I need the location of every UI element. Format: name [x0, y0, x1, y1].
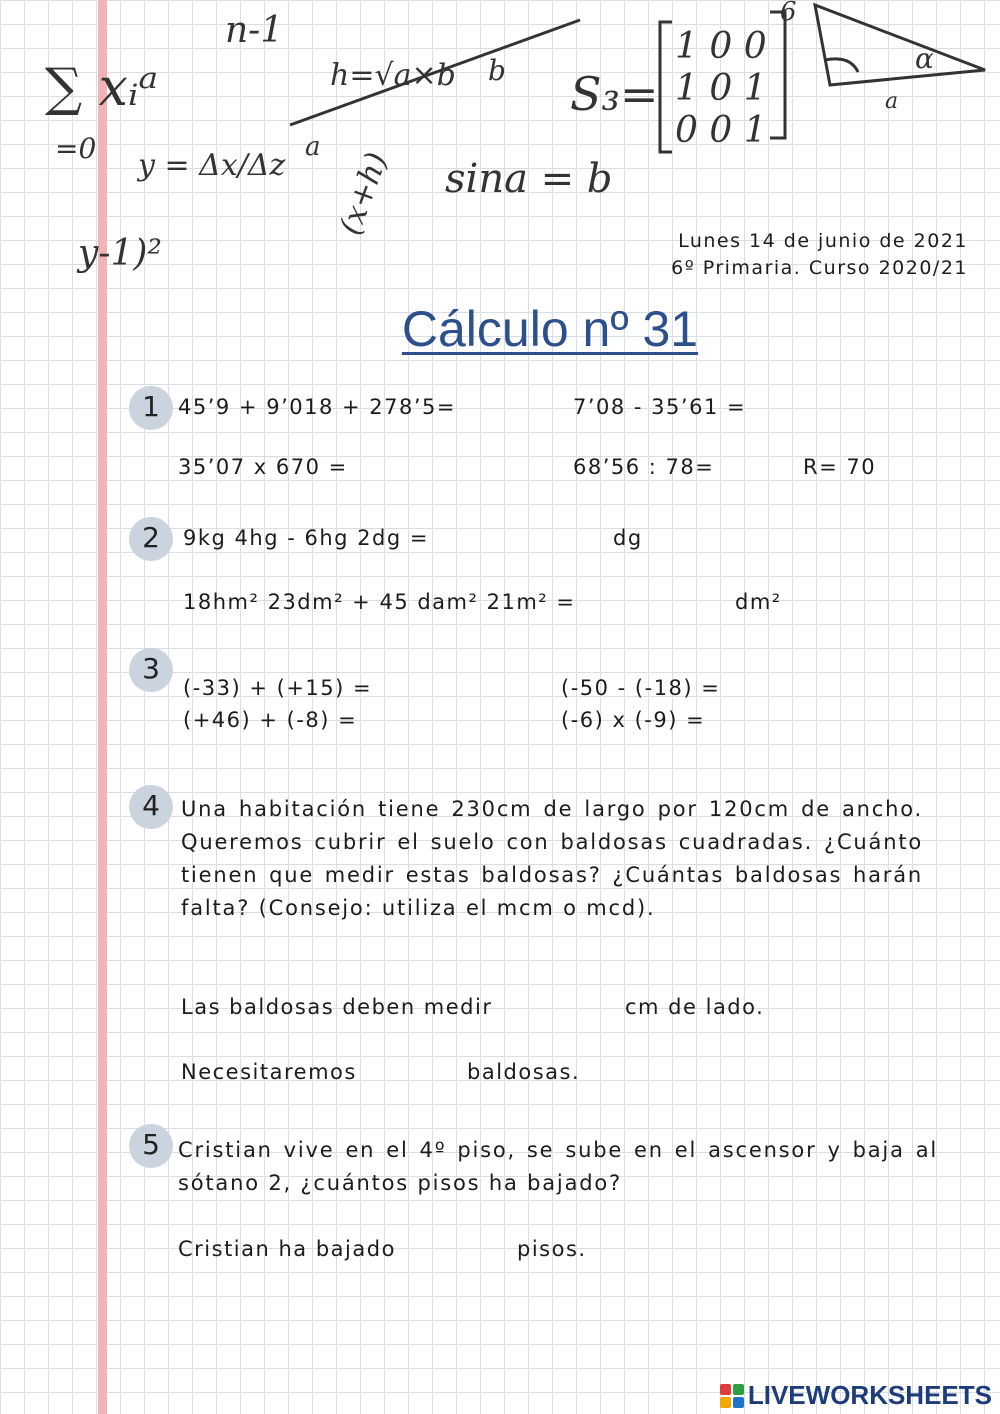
course-line: 6º Primaria. Curso 2020/21 — [671, 257, 968, 279]
exercise-3-b: (-50 - (-18) = — [561, 676, 721, 700]
doodle-x-plus-h: (x+h) — [332, 147, 395, 240]
exercise-1-a: 45’9 + 9’018 + 278’5= — [178, 395, 456, 419]
exercise-3-d: (-6) x (-9) = — [561, 708, 706, 732]
doodle-a2: a — [885, 89, 899, 114]
doodle-sum: ∑ xᵢᵃ — [45, 58, 158, 118]
exercise-2-b-unit: dm² — [735, 590, 782, 614]
exercise-1-c: 35’07 x 670 = — [178, 455, 348, 479]
exercise-2-number: 2 — [129, 517, 173, 561]
doodle-matrix-bracket-right — [770, 12, 785, 138]
exercise-5-number: 5 — [129, 1124, 173, 1168]
exercise-2-a-unit: dg — [613, 526, 643, 550]
liveworksheets-logo-icon — [720, 1384, 744, 1408]
doodle-matrix-row-1: 1 0 0 — [675, 26, 767, 67]
doodle-triangle — [815, 5, 985, 85]
exercise-4-answer-1-suffix: cm de lado. — [625, 995, 765, 1019]
logo-square-3 — [720, 1397, 731, 1408]
exercise-4-answer-1-prefix: Las baldosas deben medir — [181, 995, 493, 1019]
exercise-3-number: 3 — [129, 648, 173, 692]
exercise-1-b: 7’08 - 35’61 = — [573, 395, 747, 419]
exercise-3-a: (-33) + (+15) = — [183, 676, 373, 700]
doodle-alpha: α — [915, 42, 934, 75]
exercise-2-b: 18hm² 23dm² + 45 dam² 21m² = — [183, 590, 576, 614]
exercise-1-number: 1 — [129, 386, 173, 430]
doodle-matrix-row-3: 0 0 1 — [675, 110, 767, 151]
doodle-angle-arc — [825, 59, 858, 72]
doodle-matrix-bracket-left — [660, 22, 672, 152]
exercise-4-number: 4 — [129, 785, 173, 829]
exercise-1-d: 68’56 : 78= — [573, 455, 715, 479]
exercise-5-answer-prefix: Cristian ha bajado — [178, 1237, 396, 1261]
logo-square-4 — [733, 1397, 744, 1408]
page-title: Cálculo nº 31 — [401, 301, 699, 357]
doodle-slope: y = Δx/Δz — [138, 148, 286, 183]
exercise-4-answer-2-suffix: baldosas. — [467, 1060, 581, 1084]
exercise-5-answer-suffix: pisos. — [517, 1237, 587, 1261]
exercise-4-text: Una habitación tiene 230cm de largo por 120cm de ancho. Queremos cubrir el suelo con baldosas cuadradas. ¿Cuánto tienen que medir estas baldosas? ¿Cuántas baldosas harán falta? (Consejo: utiliza el mcm o mcd). — [181, 797, 923, 920]
exercise-5-text: Cristian vive en el 4º piso, se sube en el ascensor y baja al sótano 2, ¿cuántos pisos ha bajado? — [178, 1138, 938, 1195]
date-block — [671, 228, 968, 282]
logo-square-1 — [720, 1384, 731, 1395]
doodle-b: b — [488, 54, 506, 87]
exercise-1-remainder: R= 70 — [803, 455, 877, 479]
doodle-y-minus-1: y-1)² — [78, 233, 162, 274]
doodle-matrix-row-2: 1 0 1 — [675, 68, 767, 109]
doodle-sin: sina = b — [445, 156, 613, 202]
exercise-2-a: 9kg 4hg - 6hg 2dg = — [183, 526, 429, 550]
logo-square-2 — [733, 1384, 744, 1395]
date-line: Lunes 14 de junio de 2021 — [678, 230, 968, 252]
exercise-3-c: (+46) + (-8) = — [183, 708, 358, 732]
doodle-a1: a — [305, 132, 321, 162]
doodle-n-minus-1: n-1 — [225, 10, 284, 51]
doodle-six: 6 — [780, 0, 797, 27]
doodle-h-eq: h=√a×b — [330, 58, 456, 93]
doodle-matrix-label: S₃= — [570, 67, 659, 121]
brand-text: LIVEWORKSHEETS — [747, 1380, 992, 1410]
liveworksheets-brand[interactable] — [720, 1380, 992, 1411]
doodle-sum-lower: =0 — [55, 132, 97, 165]
exercise-4-answer-2-prefix: Necesitaremos — [181, 1060, 357, 1084]
